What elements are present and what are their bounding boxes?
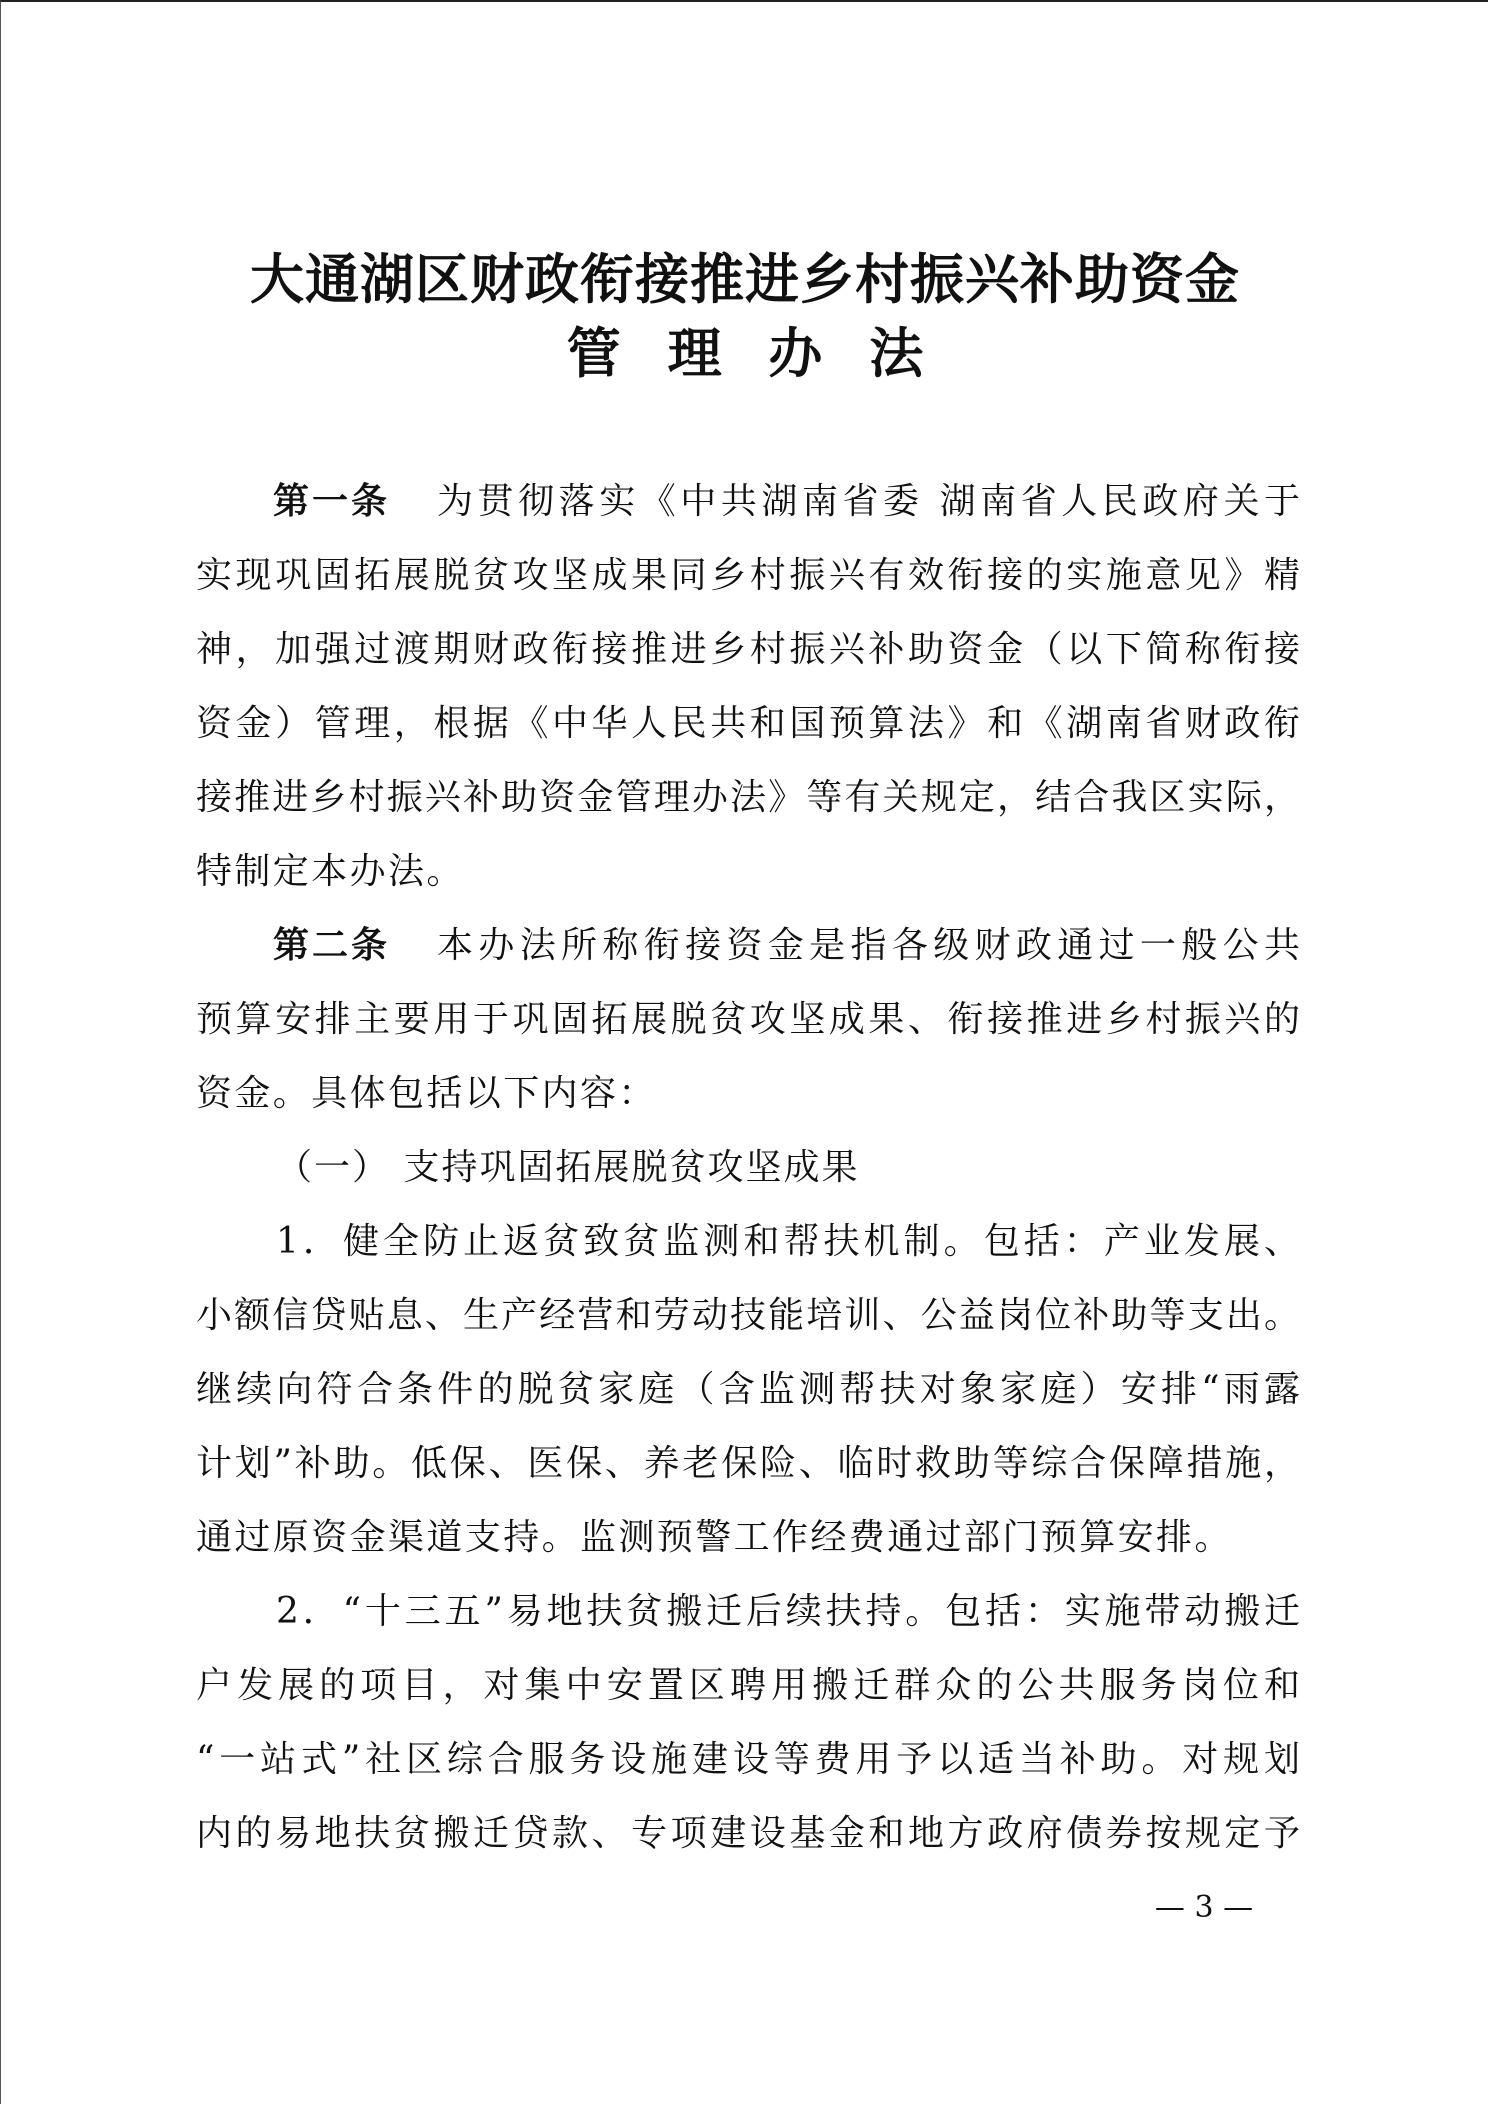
item-2-line: “一站式”社区综合服务设施建设等费用予以适当补助。对规划: [196, 1739, 1300, 1780]
article-1-line: 神，加强过渡期财政衔接推进乡村振兴补助资金（以下简称衔接: [196, 629, 1300, 670]
article-1-line: 实现巩固拓展脱贫攻坚成果同乡村振兴有效衔接的实施意见》精: [196, 555, 1300, 596]
article-2-line: 资金。具体包括以下内容：: [196, 1073, 657, 1114]
document-title: 大通湖区财政衔接推进乡村振兴补助资金: [250, 248, 1240, 311]
item-1-line: 通过原资金渠道支持。监测预警工作经费通过部门预算安排。: [196, 1517, 1233, 1558]
item-1-line: 继续向符合条件的脱贫家庭（含监测帮扶对象家庭）安排“雨露: [196, 1369, 1300, 1410]
article-1-line: 资金）管理，根据《中华人民共和国预算法》和《湖南省财政衔: [196, 703, 1300, 744]
item-1-line: 小额信贷贴息、生产经营和劳动技能培训、公益岗位补助等支出。: [196, 1295, 1300, 1336]
document-subtitle: 管 理 办 法: [566, 322, 938, 385]
article-1-line: 特制定本办法。: [196, 851, 465, 892]
page-number: — 3 —: [1154, 1890, 1254, 1925]
item-2-line: 户发展的项目，对集中安置区聘用搬迁群众的公共服务岗位和: [196, 1665, 1300, 1706]
article-1-label: 第一条: [273, 481, 391, 522]
article-1-line: 接推进乡村振兴补助资金管理办法》等有关规定，结合我区实际，: [196, 777, 1300, 818]
item-2-line: 2．“十三五”易地扶贫搬迁后续扶持。包括：实施带动搬迁: [276, 1591, 1300, 1632]
article-2-label: 第二条: [273, 925, 391, 966]
article-2-line: 本办法所称衔接资金是指各级财政通过一般公共: [437, 925, 1300, 966]
article-1-line: 为贯彻落实《中共湖南省委 湖南省人民政府关于: [437, 481, 1300, 522]
item-1-line: 计划”补助。低保、医保、养老保险、临时救助等综合保障措施，: [196, 1443, 1300, 1484]
section-heading: （一） 支持巩固拓展脱贫攻坚成果: [276, 1147, 860, 1188]
item-1-line: 1．健全防止返贫致贫监测和帮扶机制。包括：产业发展、: [276, 1221, 1300, 1262]
article-2-line: 预算安排主要用于巩固拓展脱贫攻坚成果、衔接推进乡村振兴的: [196, 999, 1300, 1040]
item-2-line: 内的易地扶贫搬迁贷款、专项建设基金和地方政府债券按规定予: [196, 1813, 1300, 1854]
